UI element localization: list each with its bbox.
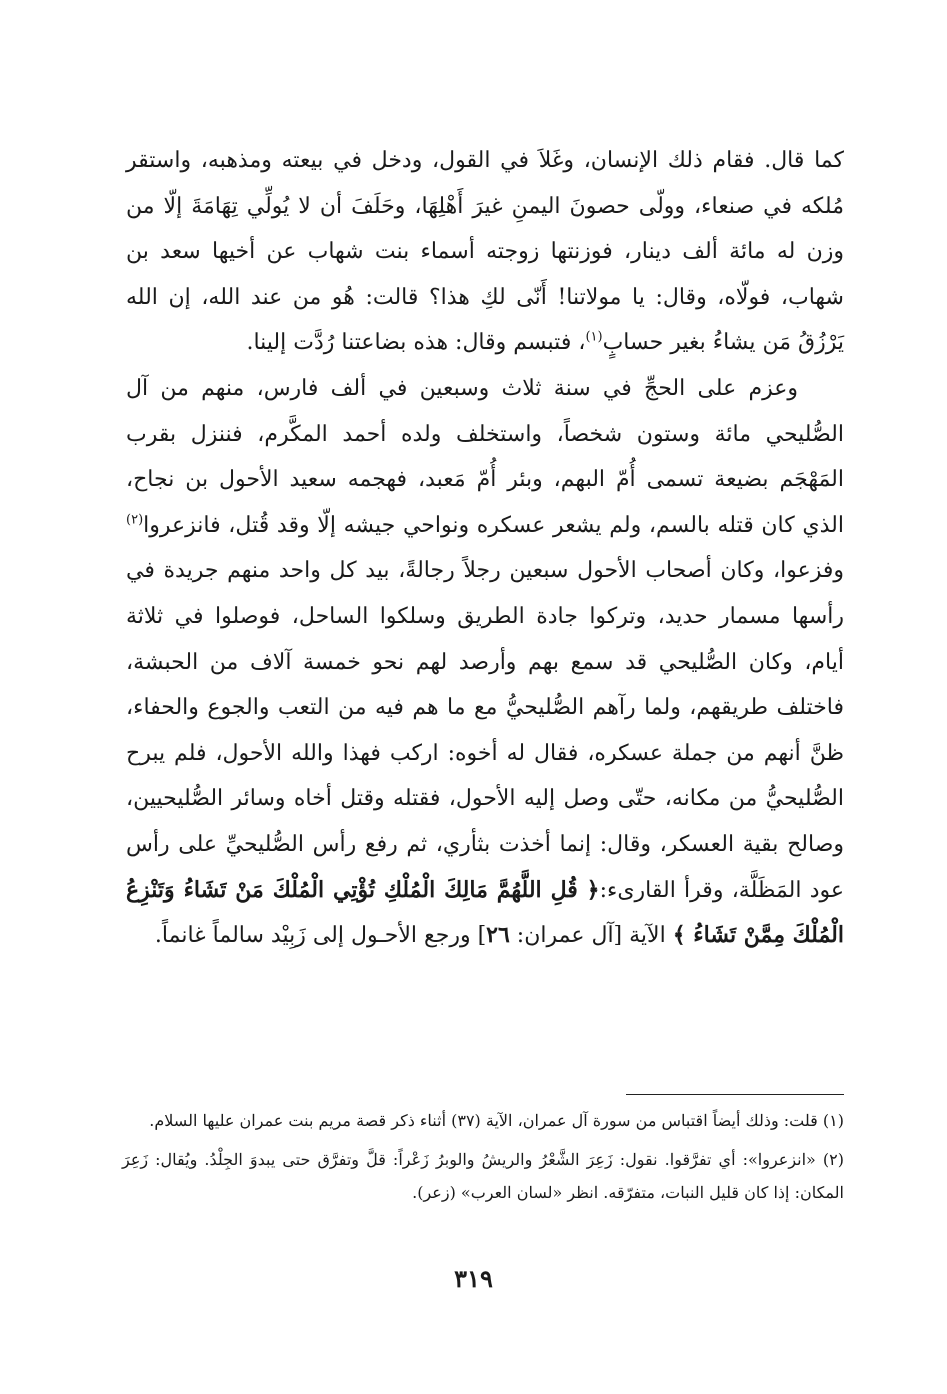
footnote-ref-2: (٢)	[126, 512, 144, 528]
quran-verse-text: قُلِ اللَّهُمَّ مَالِكَ الْمُلْكِ تُؤْتِي الْمُلْكَ مَنْ تَشَاءُ وَتَنْزِعُ الْمُلْكَ مِمَّنْ تَشَاءُ	[126, 876, 844, 949]
main-text-body	[126, 138, 844, 959]
paragraph-2-text-a: وعزم على الحجِّ في سنة ثلاث وسبعين في ألف فارس، منهم من آل الصُّليحي مائة وستون شخصاً، واستخلف ولده أحمد المكَّرم، فننزل بقرب المَهْجَم بضيعة تسمى أُمّ البهم، وبئر أُمّ مَعبد، فهجمه سعيد الأحول بن نجاح، الذي كان قتله بالسم، ولم يشعر عسكره ونواحي جيشه إلّا وقد قُتل، فانزعروا	[126, 375, 844, 538]
footnote-2	[122, 1143, 844, 1209]
footnotes-section	[122, 1104, 844, 1209]
footnote-1-label: (١)	[822, 1111, 844, 1130]
footnote-1-text: قلت: وذلك أيضاً اقتباس من سورة آل عمران، الآية (٣٧) أثناء ذكر قصة مريم بنت عمران عليها السلام.	[149, 1111, 823, 1130]
paragraph-1-text-a: كما قال. فقام ذلك الإنسان، وغَلاَ في القول، ودخل في بيعته ومذهبه، واستقر مُلكه في صنعاء، وولّى حصونَ اليمنِ غيرَ أَهْلِهَا، وحَلَفَ أن لا يُولِّي تِهَامَةَ إلّا من وزن له مائة ألف دينار، فوزنتها زوجته أسماء بنت شهاب عن أخيها سعد بن شهاب، فولّاه، وقال: يا مولاتنا! أَنّى لكِ هذا؟ قالت: هُو من عند الله، إن الله يَرْزُقُ مَن يشاءُ بغير حسابٍ	[126, 148, 844, 356]
paragraph-2	[126, 366, 844, 959]
paragraph-2-text-b: وفزعوا، وكان أصحاب الأحول سبعين رجلاً رجالةً، بيد كل واحد منهم جريدة في رأسها مسمار حديد، وتركوا جادة الطريق وسلكوا الساحل، فوصلوا في ثلاثة أيام، وكان الصُّليحي قد سمع بهم وأرصد لهم نحو خمسة آلاف من الحبشة، فاختلف طريقهم، ولما رآهم الصُّليحيُّ مع ما هم فيه من التعب والجوع والحفاء، ظنَّ أنهم من جملة عسكره، فقال له أخوه: اركب فهذا والله الأحول، فلم يبرح الصُّليحيُّ من مكانه، حتّى وصل إليه الأحول، فقتله وقتل أخاه وسائر الصُّليحيين، وصالح بقية العسكر، وقال: إنما أخذت بثأري، ثم رفع رأس الصُّليحيِّ على رأس عود المَظَلَّة، وقرأ القارىء:	[126, 558, 844, 903]
paragraph-1	[126, 138, 844, 366]
footnote-ref-1: (١)	[585, 330, 603, 346]
quran-close-bracket: ﴾	[672, 923, 686, 949]
footnote-2-label: (٢)	[822, 1150, 844, 1169]
page-number: ٣١٩	[454, 1264, 493, 1293]
verse-number: ٢٦	[486, 922, 510, 949]
footnote-1	[122, 1104, 844, 1137]
paragraph-2-text-c: الآية [آل عمران:	[509, 923, 673, 949]
paragraph-1-text-b: ، فتبسم وقال: هذه بضاعتنا رُدَّت إلينا.	[246, 330, 586, 356]
footnote-separator	[626, 1094, 844, 1095]
quran-open-bracket: ﴿	[586, 877, 600, 903]
footnote-2-text: «انزعروا»: أي تفرَّقوا. نقول: زَعِرَ الشَّعْرُ والريشُ والوبرُ زَعْراً: قلَّ وتفرَّق حتى يبدوَ الجِلْدُ. ويُقال: زَعِرَ المكان: إذا كان قليل النبات، متفرّقه. انظر «لسان العرب» (زعر).	[122, 1150, 844, 1202]
paragraph-2-text-d: ] ورجع الأحـول إلى زَبِيْد سالماً غانماً.	[154, 923, 487, 949]
